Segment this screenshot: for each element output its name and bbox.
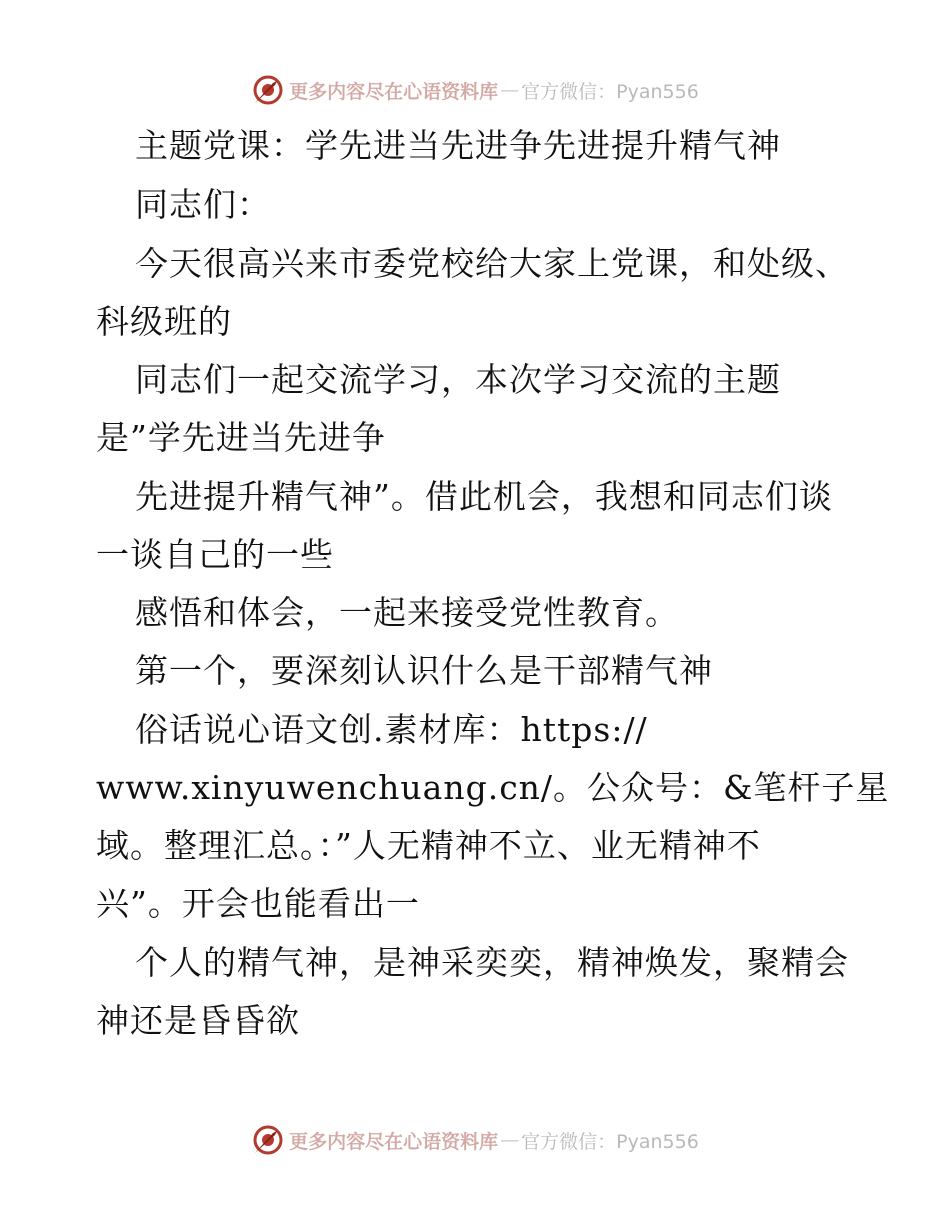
- document-title: 主题党课：学先进当先进争先进提升精气神: [135, 126, 781, 165]
- text-line: 个人的精气神，是神采奕奕，精神焕发，聚精会: [135, 943, 849, 982]
- watermark-brand: 更多内容尽在心语资料库: [289, 1130, 499, 1153]
- text-line: 兴”。开会也能看出一: [96, 884, 420, 923]
- footer-watermark: [0, 1120, 950, 1160]
- text-line: 域。整理汇总。：”人无精神不立、业无精神不: [96, 826, 761, 865]
- text-line: 科级班的: [96, 302, 232, 341]
- text-line: 一谈自己的一些: [96, 535, 334, 574]
- text-line: 先进提升精气神”。借此机会，我想和同志们谈: [135, 477, 833, 516]
- watermark-separator: —: [500, 79, 520, 101]
- text-line: 今天很高兴来市委党校给大家上党课，和处级、: [135, 244, 849, 283]
- text-line: www.xinyuwenchuang.cn/。公众号：&笔杆子星: [96, 768, 890, 807]
- quill-seal-icon: [251, 1123, 285, 1157]
- watermark-separator: —: [500, 1129, 520, 1151]
- text-line: 是”学先进当先进争: [96, 418, 386, 457]
- text-line: 同志们一起交流学习，本次学习交流的主题: [135, 360, 781, 399]
- quill-seal-icon: [251, 73, 285, 107]
- text-line: 感悟和体会，一起来接受党性教育。: [135, 593, 679, 632]
- text-line: 俗话说心语文创.素材库：https://: [135, 710, 648, 749]
- watermark-contact: 官方微信：Pyan556: [521, 80, 699, 103]
- section-heading: 第一个，要深刻认识什么是干部精气神: [135, 651, 713, 690]
- watermark-brand: 更多内容尽在心语资料库: [289, 80, 499, 103]
- watermark-contact: 官方微信：Pyan556: [521, 1130, 699, 1153]
- text-line: 同志们：: [135, 185, 271, 224]
- text-line: 神还是昏昏欲: [96, 1001, 300, 1040]
- header-watermark: [0, 70, 950, 110]
